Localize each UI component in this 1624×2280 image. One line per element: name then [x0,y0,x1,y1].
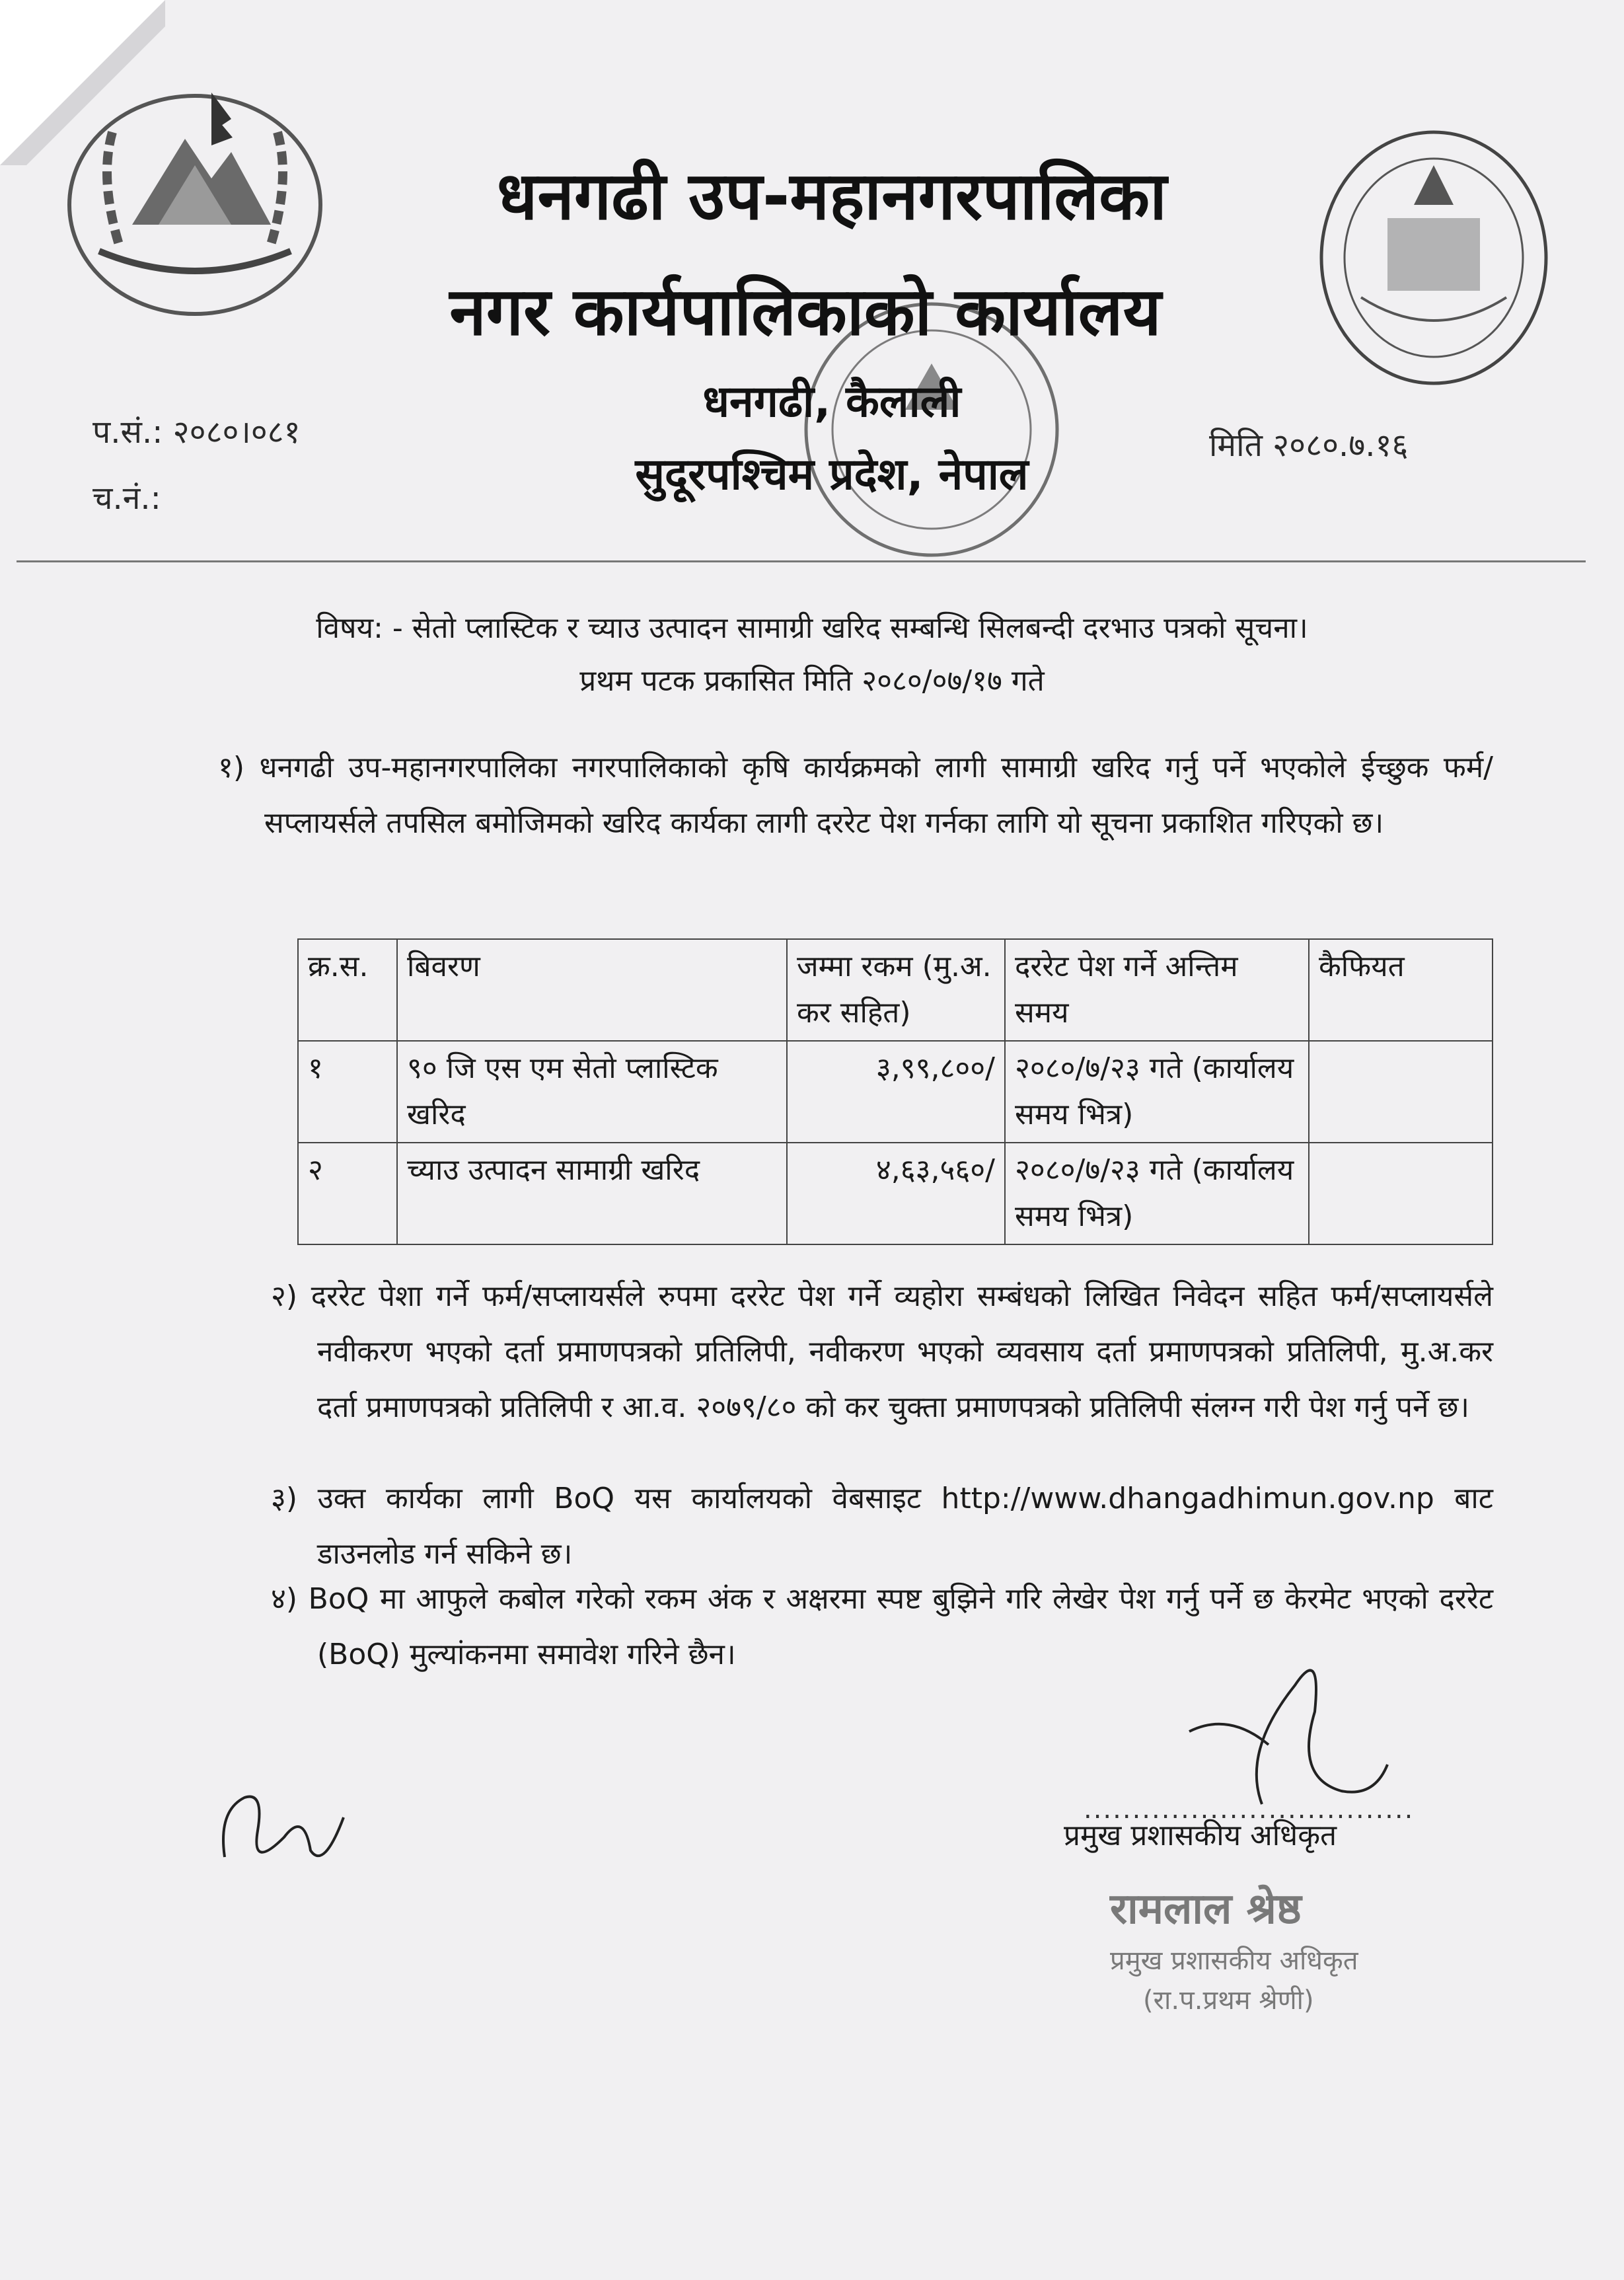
handwritten-signature [1123,1632,1440,1817]
column-header: दररेट पेश गर्ने अन्तिम समय [1005,939,1309,1041]
office-subtitle: नगर कार्यपालिकाको कार्यालय [449,273,1162,350]
office-title: धनगढी उप-महानगरपालिका [496,157,1167,235]
initial-signature [205,1771,357,1883]
column-header: कैफियत [1309,939,1493,1041]
table-header-row [298,939,1493,1041]
procurement-table [297,938,1493,1245]
paragraph-1: १) धनगढी उप-महानगरपालिका नगरपालिकाको कृषि कार्यक्रमको लागी सामाग्री खरिद गर्नु पर्ने भएकोले ईच्छुक फर्म/सप्लायर्सले तपसिल बमोजिमको खरिद कार्यका लागी दररेट पेश गर्नका लागि यो सूचना प्रकाशित गरिएको छ। [218,751,1493,840]
table-row [298,1143,1493,1244]
document-date: मिति २०८०.७.१६ [1209,427,1409,464]
table-cell: ३,९९,८००/ [787,1041,1005,1143]
dispatch-number: च.नं.: [92,480,161,517]
signature-line: .................................. [1084,1794,1415,1825]
column-header: बिवरण [397,939,787,1041]
table-cell: २०८०/७/२३ गते (कार्यालय समय भित्र) [1005,1143,1309,1244]
header-divider [17,560,1586,562]
office-province: सुदूरपश्चिम प्रदेश, नेपाल [635,449,1029,500]
paragraph-3: ३) उक्त कार्यका लागी BoQ यस कार्यालयको वेबसाइट http://www.dhangadhimun.gov.np बाट डाउनलोड गर्न सकिने छ। [271,1482,1493,1571]
stamp-name: रामलाल श्रेष्ठ [1110,1885,1302,1934]
column-header: क्र.स. [298,939,397,1041]
subject-line: विषय: - सेतो प्लास्टिक र च्याउ उत्पादन सामाग्री खरिद सम्बन्धि सिलबन्दी दरभाउ पत्रको सूचना। [316,611,1308,645]
stamp-title: प्रमुख प्रशासकीय अधिकृत [1110,1946,1358,1976]
table-cell [1309,1143,1493,1244]
table-row [298,1041,1493,1143]
stamp-class: (रा.प.प्रथम श्रेणी) [1143,1985,1314,2016]
table-cell: २ [298,1143,397,1244]
publication-date-line: प्रथम पटक प्रकासित मिति २०८०/०७/१७ गते [579,664,1045,698]
paragraph-2: २) दररेट पेशा गर्ने फर्म/सप्लायर्सले रुपमा दररेट पेश गर्ने व्यहोरा सम्बंधको लिखित निवेदन सहित फर्म/सप्लायर्सले नवीकरण भएको दर्ता प्रमाणपत्रको प्रतिलिपी, नवीकरण भएको व्यवसाय दर्ता प्रमाणपत्रको प्रतिलिपी, मु.अ.कर दर्ता प्रमाणपत्रको प्रतिलिपी र आ.व. २०७९/८० को कर चुक्ता प्रमाणपत्रको प्रतिलिपी संलग्न गरी पेश गर्नु पर्ने छ। [271,1279,1493,1424]
table-cell: ४,६३,५६०/ [787,1143,1005,1244]
table-cell: ९० जि एस एम सेतो प्लास्टिक खरिद [397,1041,787,1143]
column-header: जम्मा रकम (मु.अ. कर सहित) [787,939,1005,1041]
table-cell: १ [298,1041,397,1143]
table-cell: च्याउ उत्पादन सामाग्री खरिद [397,1143,787,1244]
signatory-title: प्रमुख प्रशासकीय अधिकृत [1064,1819,1337,1852]
name-stamp [1097,1870,1467,2029]
office-location: धनगढी, कैलाली [702,376,961,427]
table-cell [1309,1041,1493,1143]
table-cell: २०८०/७/२३ गते (कार्यालय समय भित्र) [1005,1041,1309,1143]
reference-number: प.सं.: २०८०।०८१ [92,414,301,451]
paragraph-4: ४) BoQ मा आफुले कबोल गरेको रकम अंक र अक्षरमा स्पष्ट बुझिने गरि लेखेर पेश गर्नु पर्ने छ केरमेट भएको दररेट (BoQ) मुल्यांकनमा समावेश गरिने छैन। [271,1582,1493,1671]
